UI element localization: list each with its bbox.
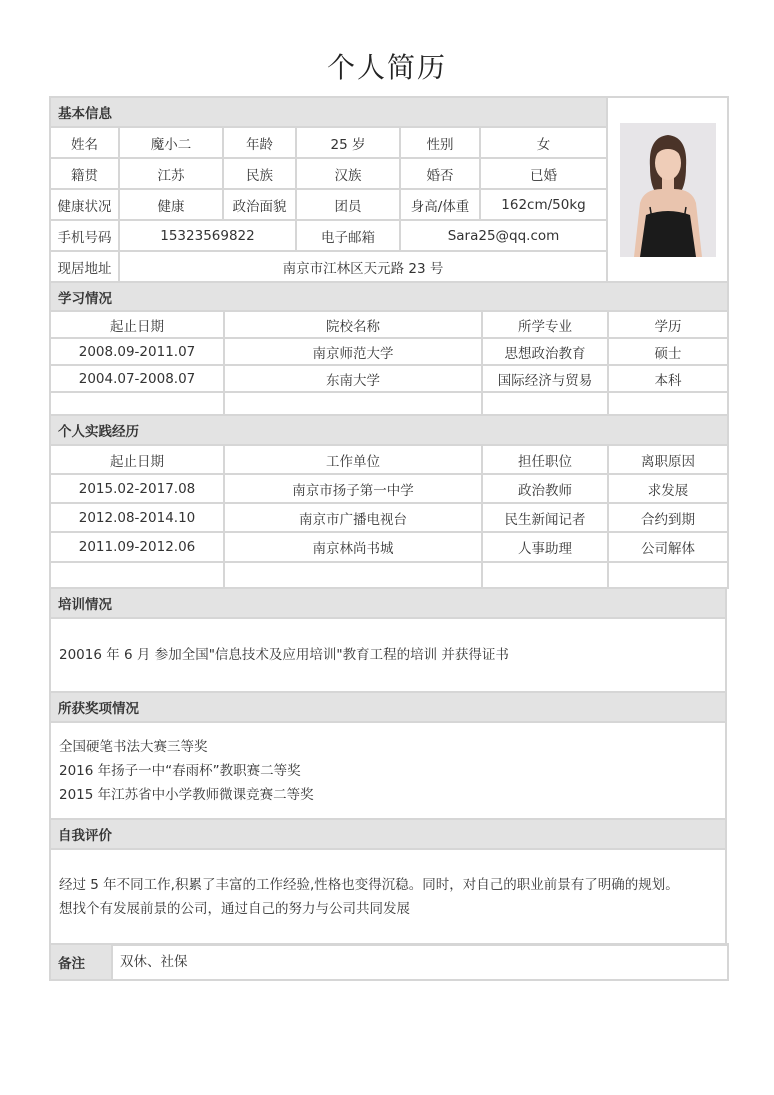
empty-cell bbox=[482, 562, 608, 588]
awards-list bbox=[50, 722, 726, 820]
work-header-employer: 工作单位 bbox=[224, 445, 482, 474]
notes-value: 双休、社保 bbox=[112, 944, 728, 980]
section-training: 培训情况 bbox=[50, 588, 726, 618]
work-position: 政治教师 bbox=[482, 474, 608, 503]
height-weight-label: 身高/体重 bbox=[400, 189, 480, 220]
education-table bbox=[49, 281, 729, 418]
work-header-date: 起止日期 bbox=[50, 445, 224, 474]
section-awards: 所获奖项情况 bbox=[50, 692, 726, 722]
edu-date: 2004.07-2008.07 bbox=[50, 365, 224, 392]
phone-value: 15323569822 bbox=[119, 220, 296, 251]
health-label: 健康状况 bbox=[50, 189, 119, 220]
work-date: 2015.02-2017.08 bbox=[50, 474, 224, 503]
edu-degree: 硕士 bbox=[608, 338, 728, 365]
self-eval-text bbox=[50, 849, 726, 945]
training-table bbox=[49, 587, 727, 693]
height-weight-value: 162cm/50kg bbox=[480, 189, 607, 220]
edu-date: 2008.09-2011.07 bbox=[50, 338, 224, 365]
edu-header-degree: 学历 bbox=[608, 311, 728, 338]
gender-label: 性别 bbox=[400, 127, 480, 158]
table-row-empty bbox=[50, 562, 728, 588]
table-row bbox=[50, 338, 728, 365]
age-label: 年龄 bbox=[223, 127, 296, 158]
work-position: 人事助理 bbox=[482, 532, 608, 562]
empty-cell bbox=[224, 562, 482, 588]
training-text: 20016 年 6 月 参加全国"信息技术及应用培训"教育工程的培训 并获得证书 bbox=[50, 618, 726, 692]
empty-cell bbox=[608, 562, 728, 588]
work-employer: 南京林尚书城 bbox=[224, 532, 482, 562]
political-label: 政治面貌 bbox=[223, 189, 296, 220]
practice-table bbox=[49, 414, 729, 589]
health-value: 健康 bbox=[119, 189, 223, 220]
ethnicity-value: 汉族 bbox=[296, 158, 400, 189]
age-value: 25 岁 bbox=[296, 127, 400, 158]
basic-info-table bbox=[49, 96, 729, 283]
edu-school: 南京师范大学 bbox=[224, 338, 482, 365]
origin-value: 江苏 bbox=[119, 158, 223, 189]
self-eval-table bbox=[49, 818, 727, 946]
gender-value: 女 bbox=[480, 127, 607, 158]
notes-table bbox=[49, 943, 729, 981]
work-reason: 求发展 bbox=[608, 474, 728, 503]
work-header-reason: 离职原因 bbox=[608, 445, 728, 474]
award-item: 全国硬笔书法大赛三等奖 bbox=[59, 739, 208, 755]
political-value: 团员 bbox=[296, 189, 400, 220]
edu-degree: 本科 bbox=[608, 365, 728, 392]
work-date: 2012.08-2014.10 bbox=[50, 503, 224, 532]
self-eval-line: 经过 5 年不同工作,积累了丰富的工作经验,性格也变得沉稳。同时，对自己的职业前景有了明确的规划。 bbox=[59, 877, 679, 893]
edu-major: 思想政治教育 bbox=[482, 338, 608, 365]
name-value: 魔小二 bbox=[119, 127, 223, 158]
email-value: Sara25@qq.com bbox=[400, 220, 607, 251]
work-employer: 南京市广播电视台 bbox=[224, 503, 482, 532]
email-label: 电子邮箱 bbox=[296, 220, 400, 251]
phone-label: 手机号码 bbox=[50, 220, 119, 251]
notes-label: 备注 bbox=[50, 944, 112, 980]
edu-header-school: 院校名称 bbox=[224, 311, 482, 338]
work-reason: 合约到期 bbox=[608, 503, 728, 532]
ethnicity-label: 民族 bbox=[223, 158, 296, 189]
photo-cell bbox=[607, 97, 728, 282]
section-practice: 个人实践经历 bbox=[50, 415, 728, 445]
section-basic-info: 基本信息 bbox=[50, 97, 607, 127]
table-row bbox=[50, 365, 728, 392]
edu-school: 东南大学 bbox=[224, 365, 482, 392]
table-row bbox=[50, 503, 728, 532]
marital-value: 已婚 bbox=[480, 158, 607, 189]
table-row bbox=[50, 532, 728, 562]
work-reason: 公司解体 bbox=[608, 532, 728, 562]
work-employer: 南京市扬子第一中学 bbox=[224, 474, 482, 503]
work-date: 2011.09-2012.06 bbox=[50, 532, 224, 562]
edu-header-major: 所学专业 bbox=[482, 311, 608, 338]
name-label: 姓名 bbox=[50, 127, 119, 158]
self-eval-line: 想找个有发展前景的公司，通过自己的努力与公司共同发展 bbox=[59, 901, 410, 917]
section-self-eval: 自我评价 bbox=[50, 819, 726, 849]
edu-major: 国际经济与贸易 bbox=[482, 365, 608, 392]
section-education: 学习情况 bbox=[50, 282, 728, 311]
work-position: 民生新闻记者 bbox=[482, 503, 608, 532]
work-header-position: 担任职位 bbox=[482, 445, 608, 474]
edu-header-date: 起止日期 bbox=[50, 311, 224, 338]
address-value: 南京市江林区天元路 23 号 bbox=[119, 251, 607, 282]
marital-label: 婚否 bbox=[400, 158, 480, 189]
empty-cell bbox=[50, 562, 224, 588]
address-label: 现居地址 bbox=[50, 251, 119, 282]
origin-label: 籍贯 bbox=[50, 158, 119, 189]
award-item: 2016 年扬子一中“春雨杯”教职赛二等奖 bbox=[59, 763, 301, 779]
page-title: 个人简历 bbox=[326, 51, 447, 84]
table-row bbox=[50, 474, 728, 503]
award-item: 2015 年江苏省中小学教师微课竞赛二等奖 bbox=[59, 787, 314, 803]
profile-photo bbox=[620, 123, 716, 257]
awards-table bbox=[49, 691, 727, 821]
